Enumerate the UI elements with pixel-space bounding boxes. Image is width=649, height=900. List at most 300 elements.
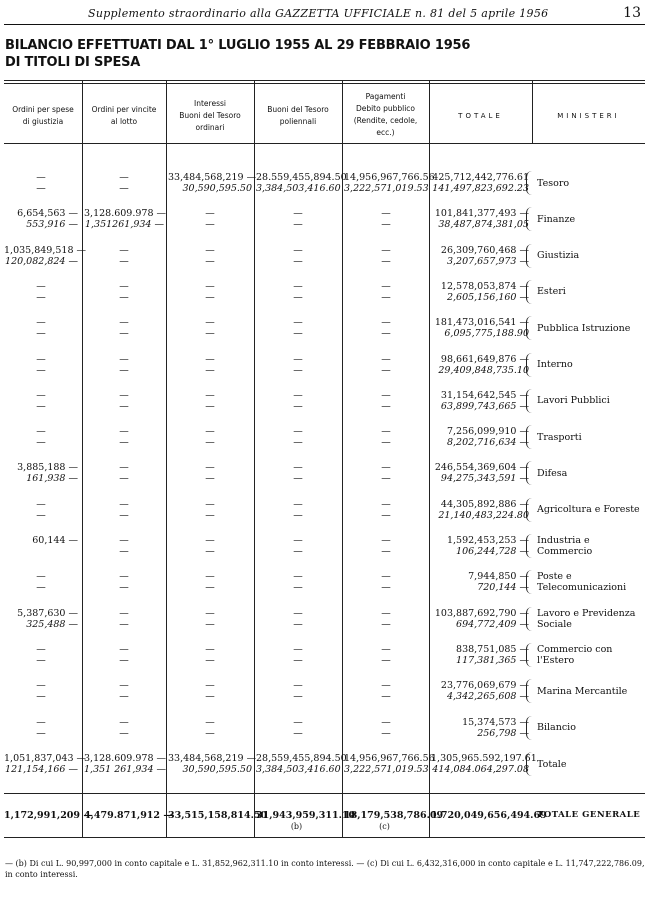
amount-primary: —	[293, 389, 303, 401]
cell-btp	[256, 426, 340, 448]
amount-primary: 7,256,099,910 —	[446, 426, 529, 438]
amount-primary: —	[293, 498, 303, 510]
cell-debito-pubblico	[344, 426, 428, 448]
amount-primary: 181,473,016,541 —	[434, 317, 529, 329]
amount-secondary: —	[293, 654, 303, 666]
amount-secondary: —	[205, 582, 215, 594]
amount-primary: 44,305,892,886 —	[440, 498, 529, 510]
amount-primary: —	[119, 280, 129, 292]
ministero-label: Giustizia	[537, 250, 580, 262]
header-ordini-giustizia: Ordini per spese di giustizia	[12, 105, 74, 126]
amount-primary: —	[205, 462, 215, 474]
amount-primary: —	[205, 426, 215, 438]
amount-secondary: 38,487,874,381,05	[438, 219, 529, 231]
grand-total-totale: 1.720,049,656,494.69	[431, 810, 547, 821]
amount-secondary: —	[36, 509, 46, 521]
ministero-label: Esteri	[537, 286, 566, 298]
brace	[526, 534, 535, 558]
amount-primary: 28.559,455,894.50	[256, 172, 347, 183]
cell-ordini-lotto	[84, 753, 167, 775]
cell-btp	[256, 245, 340, 267]
cell-debito-pubblico	[344, 680, 428, 702]
amount-primary: —	[293, 244, 303, 256]
table-top-rule	[4, 80, 645, 81]
header-bottom-rule	[4, 143, 645, 144]
footnote-ref: (c)	[379, 822, 390, 831]
cell-debito-pubblico	[344, 281, 428, 303]
amount-secondary: 4,342,265,608 —	[446, 691, 529, 703]
amount-primary: 3,128.609.978 —	[84, 208, 167, 220]
amount-primary: —	[36, 680, 46, 692]
amount-primary: —	[119, 244, 129, 256]
footnote: — (b) Di cui L. 90,997,000 in conto capitale e L. 31,852,962,311.10 in conto interessi. — (c) Di cui L. 6,432,316,000 in conto capitale e L. 11,747,222,786.09, in conto interessi.	[5, 859, 645, 879]
amount-secondary: —	[36, 654, 46, 666]
amount-secondary: —	[381, 255, 391, 267]
table-top-rule-double	[4, 83, 645, 84]
amount-primary: —	[293, 535, 303, 546]
col-divider-2	[166, 80, 167, 837]
cell-interessi-bot	[168, 462, 252, 484]
amount-primary: —	[381, 280, 391, 292]
cell-debito-pubblico	[344, 390, 428, 412]
ministero-label: Agricoltura e Foreste	[537, 504, 640, 516]
amount-secondary: —	[119, 255, 129, 267]
amount-primary: —	[119, 498, 129, 510]
amount-secondary: —	[205, 509, 215, 521]
amount-primary: 1,051,837,043 —	[4, 753, 87, 764]
cell-debito-pubblico	[344, 462, 428, 484]
amount-secondary: —	[381, 437, 391, 449]
amount-secondary: 3,207,657,973 —	[446, 255, 529, 267]
cell-ordini-giustizia	[4, 499, 78, 521]
amount-secondary: —	[293, 364, 303, 376]
amount-secondary: —	[205, 654, 215, 666]
ministero-label: Pubblica Istruzione	[537, 322, 631, 334]
cell-btp	[256, 390, 340, 412]
amount-primary: —	[36, 172, 46, 183]
amount-secondary: 256,798 —	[477, 727, 529, 739]
amount-primary: 5,387,630 —	[17, 607, 78, 619]
cell-ordini-giustizia	[4, 244, 87, 267]
amount-secondary: —	[293, 473, 303, 485]
cell-interessi-bot	[168, 426, 252, 448]
amount-primary: —	[381, 643, 391, 655]
amount-primary: 31,154,642,545 —	[440, 389, 529, 401]
amount-primary: 101,841,377,493 —	[434, 208, 529, 220]
cell-ordini-lotto	[84, 172, 164, 194]
cell-debito-pubblico	[344, 317, 428, 339]
amount-primary: —	[381, 353, 391, 365]
amount-primary: —	[381, 389, 391, 401]
cell-btp	[256, 317, 340, 339]
amount-secondary: —	[36, 328, 46, 340]
amount-primary: —	[205, 353, 215, 365]
header-ordini-lotto: Ordini per vincite al lotto	[91, 105, 157, 126]
amount-primary: —	[293, 462, 303, 474]
amount-primary: —	[205, 498, 215, 510]
amount-primary: —	[36, 353, 46, 365]
cell-interessi-bot	[168, 208, 252, 230]
amount-primary: —	[119, 426, 129, 438]
amount-primary: —	[119, 353, 129, 365]
amount-secondary: —	[293, 618, 303, 630]
amount-primary: —	[119, 607, 129, 619]
cell-debito-pubblico	[344, 753, 435, 775]
cell-ordini-giustizia	[4, 608, 78, 630]
amount-secondary: —	[381, 328, 391, 340]
totale-generale-label: TOTALE GENERALE	[537, 809, 641, 820]
grand-total-ordini-giustizia: 1,172,991,209 —	[4, 810, 93, 821]
amount-primary: —	[293, 208, 303, 220]
cell-ordini-lotto	[84, 462, 164, 484]
col-divider-3	[254, 80, 255, 837]
amount-primary: —	[36, 498, 46, 510]
cell-ordini-lotto	[84, 245, 164, 267]
amount-secondary: —	[205, 364, 215, 376]
amount-secondary: —	[381, 400, 391, 412]
amount-secondary: —	[293, 437, 303, 449]
amount-secondary: 30,590,595.50	[182, 183, 252, 194]
cell-debito-pubblico	[344, 499, 428, 521]
cell-ordini-lotto	[84, 717, 164, 739]
brace	[526, 244, 535, 268]
cell-totale	[431, 499, 529, 521]
amount-secondary: —	[36, 364, 46, 376]
brace	[526, 353, 535, 377]
amount-secondary: 161,938 —	[26, 473, 78, 485]
amount-primary: —	[293, 317, 303, 329]
cell-ordini-giustizia	[4, 317, 78, 339]
cell-btp	[256, 680, 340, 702]
amount-primary: —	[381, 208, 391, 220]
amount-secondary: —	[293, 546, 303, 557]
cell-ordini-giustizia	[4, 717, 78, 739]
cell-totale	[431, 317, 529, 339]
amount-primary: —	[119, 643, 129, 655]
brace	[526, 171, 535, 195]
amount-secondary: —	[119, 437, 129, 449]
amount-secondary: —	[381, 691, 391, 703]
cell-ordini-lotto	[84, 208, 167, 231]
table-bottom-rule	[4, 837, 645, 838]
cell-totale	[431, 608, 529, 630]
amount-primary: 425,712,442,776.61	[432, 172, 529, 183]
header-ministeri: MINISTERI	[557, 112, 620, 120]
amount-secondary: —	[205, 437, 215, 449]
brace	[526, 425, 535, 449]
amount-primary: —	[36, 716, 46, 728]
amount-secondary: —	[119, 364, 129, 376]
cell-btp	[256, 281, 340, 303]
amount-secondary: —	[381, 509, 391, 521]
amount-secondary: —	[293, 509, 303, 521]
cell-ordini-giustizia	[4, 644, 78, 666]
brace	[526, 570, 535, 594]
cell-interessi-bot	[168, 390, 252, 412]
cell-ordini-lotto	[84, 354, 164, 376]
amount-secondary: —	[293, 291, 303, 303]
amount-secondary: —	[119, 654, 129, 666]
ministero-label: Marina Mercantile	[537, 685, 628, 697]
amount-primary: 28,559,455,894.50	[256, 753, 347, 764]
brace	[526, 607, 535, 631]
amount-secondary: 720,144 —	[477, 582, 529, 594]
expense-table	[4, 80, 645, 838]
amount-secondary: —	[293, 582, 303, 594]
amount-secondary: —	[119, 509, 129, 521]
amount-primary: 6,654,563 —	[17, 208, 78, 220]
amount-primary: —	[381, 426, 391, 438]
amount-primary: —	[119, 462, 129, 474]
cell-totale	[431, 172, 529, 194]
grand-total-ordini-lotto: 4,479.871,912 —	[84, 810, 173, 821]
amount-primary: —	[381, 680, 391, 692]
header-interessi-bot: Interessi Buoni del Tesoro ordinari	[179, 99, 241, 132]
brace	[526, 752, 535, 776]
amount-primary: —	[119, 172, 129, 183]
cell-ordini-giustizia	[4, 462, 78, 484]
header-debito-pubblico: Pagamenti Debito pubblico (Rendite, cedole, ecc.)	[353, 92, 418, 137]
amount-secondary: 121,154,166 —	[5, 764, 78, 775]
amount-primary: 7,944,850 —	[468, 571, 529, 583]
amount-primary: 23,776,069,679 —	[440, 680, 529, 692]
amount-secondary: —	[205, 618, 215, 630]
amount-primary: 3,128.609.978 —	[84, 753, 167, 764]
amount-secondary: —	[205, 691, 215, 703]
cell-interessi-bot	[168, 535, 252, 557]
amount-primary: —	[119, 389, 129, 401]
cell-debito-pubblico	[344, 535, 428, 557]
cell-totale	[431, 354, 529, 376]
amount-primary: —	[119, 716, 129, 728]
amount-secondary: —	[381, 618, 391, 630]
cell-ordini-lotto	[84, 317, 164, 339]
header-btp: Buoni del Tesoro poliennali	[267, 105, 329, 126]
amount-primary: —	[36, 571, 46, 583]
cell-btp	[256, 499, 340, 521]
amount-primary: 33,484,568,219 —	[168, 172, 257, 183]
amount-primary: —	[293, 607, 303, 619]
cell-ordini-giustizia	[4, 753, 87, 775]
cell-ordini-lotto	[84, 680, 164, 702]
cell-debito-pubblico	[344, 208, 428, 230]
ministero-label: Lavoro e Previdenza Sociale	[537, 607, 636, 630]
amount-secondary: —	[205, 546, 215, 557]
cell-totale	[431, 426, 529, 448]
amount-secondary: 94,275,343,591 —	[440, 473, 529, 485]
cell-ordini-lotto	[84, 499, 164, 521]
cell-ordini-giustizia	[4, 426, 78, 448]
amount-secondary: —	[205, 473, 215, 485]
cell-totale	[431, 571, 529, 593]
amount-primary: —	[119, 317, 129, 329]
amount-primary: —	[36, 389, 46, 401]
amount-primary: 15,374,573 —	[462, 716, 529, 728]
cell-interessi-bot	[168, 608, 252, 630]
amount-secondary: —	[205, 727, 215, 739]
cell-btp	[256, 208, 340, 230]
amount-primary: —	[381, 244, 391, 256]
amount-primary: 1,035,849,518 —	[4, 244, 87, 256]
running-head	[0, 2, 649, 24]
cell-ordini-giustizia	[4, 535, 78, 546]
page-title-line2: DI TITOLI DI SPESA	[5, 55, 141, 70]
amount-secondary: 3,384,503,416.60	[256, 183, 341, 194]
cell-ordini-giustizia	[4, 281, 78, 303]
ministero-label: Commercio con l'Estero	[537, 643, 613, 666]
amount-secondary: —	[381, 582, 391, 594]
grand-total-debito-pubblico: 18,179,538,786.09	[344, 810, 444, 821]
cell-debito-pubblico	[344, 644, 428, 666]
brace	[526, 207, 535, 231]
amount-primary: —	[119, 680, 129, 692]
amount-secondary: —	[119, 582, 129, 594]
footnote-ref: (b)	[290, 822, 303, 831]
brace	[526, 461, 535, 485]
amount-secondary: —	[119, 400, 129, 412]
cell-ordini-lotto	[84, 571, 164, 593]
amount-secondary: —	[381, 546, 391, 557]
ministero-label: Lavori Pubblici	[537, 395, 610, 407]
cell-interessi-bot	[168, 680, 252, 702]
amount-primary: —	[381, 716, 391, 728]
cell-ordini-lotto	[84, 281, 164, 303]
cell-debito-pubblico	[344, 354, 428, 376]
amount-primary: —	[205, 208, 215, 220]
running-head-text: Supplemento straordinario alla GAZZETTA UFFICIALE n. 81 del 5 aprile 1956	[88, 7, 549, 20]
amount-secondary: —	[293, 328, 303, 340]
cell-btp	[256, 571, 340, 593]
amount-secondary: 1,351261,934 —	[84, 219, 164, 231]
amount-secondary: 141,497,823,692.23	[432, 183, 529, 194]
amount-primary: —	[293, 716, 303, 728]
amount-secondary: —	[119, 291, 129, 303]
amount-secondary: —	[381, 473, 391, 485]
amount-secondary: 414,084.064,297.08	[432, 764, 529, 775]
amount-secondary: —	[36, 400, 46, 412]
cell-ordini-giustizia	[4, 208, 78, 230]
amount-secondary: 3,222,571,019.53	[344, 183, 429, 194]
cell-interessi-bot	[168, 753, 257, 775]
amount-secondary: —	[381, 654, 391, 666]
amount-primary: —	[205, 535, 215, 546]
amount-primary: —	[205, 244, 215, 256]
amount-primary: 246,554,369,604 —	[434, 462, 529, 474]
cell-totale	[431, 644, 529, 666]
amount-secondary: —	[119, 473, 129, 485]
cell-interessi-bot	[168, 245, 252, 267]
amount-primary: 838,751,085 —	[456, 643, 529, 655]
cell-interessi-bot	[168, 172, 257, 194]
ministero-label: Industria e Commercio	[537, 535, 593, 557]
amount-secondary: —	[119, 618, 129, 630]
amount-secondary: —	[205, 400, 215, 412]
amount-primary: —	[119, 535, 129, 546]
amount-primary: —	[293, 353, 303, 365]
ministero-label: Poste e Telecomunicazioni	[537, 571, 627, 594]
amount-primary: —	[205, 680, 215, 692]
amount-primary: —	[381, 535, 391, 546]
amount-secondary: —	[36, 727, 46, 739]
amount-primary: —	[205, 643, 215, 655]
cell-btp	[256, 717, 340, 739]
cell-ordini-lotto	[84, 644, 164, 666]
totale-label: Totale	[537, 758, 567, 770]
amount-secondary: 8,202,716,634 —	[446, 437, 529, 449]
cell-btp	[256, 608, 340, 630]
amount-secondary: 3,384,503,416.60	[256, 764, 341, 775]
amount-primary: 14,956,967,766.56	[344, 753, 435, 764]
cell-debito-pubblico	[344, 717, 428, 739]
amount-secondary: —	[36, 183, 46, 194]
cell-totale	[431, 281, 529, 303]
cell-ordini-giustizia	[4, 354, 78, 376]
amount-secondary: 63,899,743,665 —	[440, 400, 529, 412]
cell-btp	[256, 354, 340, 376]
cell-interessi-bot	[168, 644, 252, 666]
totale-generale-rule	[4, 793, 645, 794]
amount-primary: —	[293, 680, 303, 692]
cell-interessi-bot	[168, 354, 252, 376]
amount-secondary: —	[381, 727, 391, 739]
cell-ordini-lotto	[84, 608, 164, 630]
amount-primary: —	[381, 571, 391, 583]
amount-primary: 33,484,568,219 —	[168, 753, 257, 764]
cell-totale	[431, 753, 537, 775]
amount-primary: 98,661,649,876 —	[440, 353, 529, 365]
brace	[526, 316, 535, 340]
amount-primary: 103,887,692,790 —	[434, 607, 529, 619]
cell-totale	[431, 717, 529, 739]
col-divider-4	[342, 80, 343, 837]
cell-btp	[256, 535, 340, 557]
amount-secondary: —	[293, 727, 303, 739]
amount-primary: 3,885,188 —	[17, 462, 78, 474]
amount-primary: —	[36, 643, 46, 655]
amount-primary: 1,592,453,253 —	[446, 535, 529, 546]
amount-secondary: —	[293, 255, 303, 267]
amount-primary: —	[205, 607, 215, 619]
amount-secondary: —	[119, 328, 129, 340]
page-title-line1: BILANCIO EFFETTUATI DAL 1° LUGLIO 1955 AL 29 FEBBRAIO 1956	[5, 38, 471, 53]
amount-primary: —	[36, 426, 46, 438]
amount-secondary: 6,095,775,188.90	[444, 328, 529, 340]
amount-secondary: 117,381,365 —	[456, 654, 529, 666]
amount-primary: —	[293, 426, 303, 438]
amount-secondary: —	[119, 183, 129, 194]
cell-ordini-giustizia	[4, 680, 78, 702]
amount-primary: 12,578,053,874 —	[440, 280, 529, 292]
amount-secondary: —	[205, 219, 215, 231]
amount-secondary: —	[119, 691, 129, 703]
col-divider-5	[429, 80, 430, 837]
amount-secondary: —	[293, 219, 303, 231]
brace	[526, 498, 535, 522]
amount-primary: —	[381, 462, 391, 474]
amount-secondary: 325,488 —	[26, 618, 78, 630]
amount-secondary: —	[381, 364, 391, 376]
amount-secondary: 3,222,571,019.53	[344, 764, 429, 775]
cell-ordini-lotto	[84, 426, 164, 448]
cell-totale	[431, 462, 529, 484]
amount-secondary: —	[36, 437, 46, 449]
cell-ordini-lotto	[84, 390, 164, 412]
amount-primary: —	[293, 571, 303, 583]
amount-primary: —	[381, 498, 391, 510]
cell-btp	[256, 644, 340, 666]
amount-primary: —	[36, 317, 46, 329]
cell-ordini-giustizia	[4, 571, 78, 593]
